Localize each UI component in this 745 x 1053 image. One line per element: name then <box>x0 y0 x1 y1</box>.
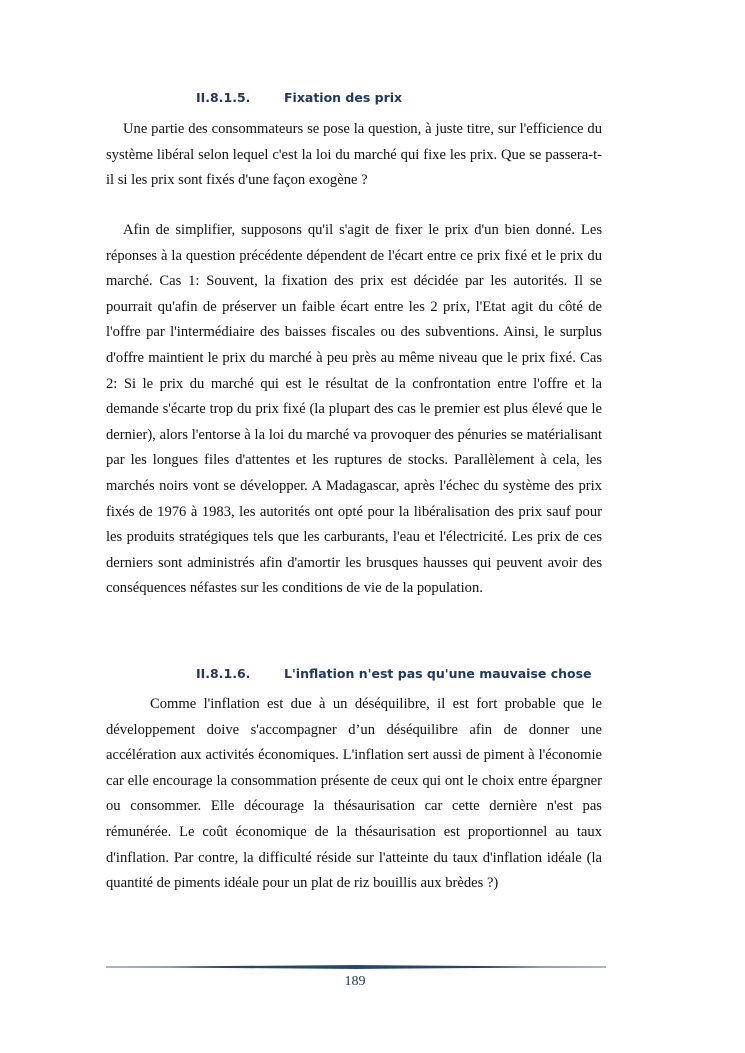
page-number: 189 <box>344 974 366 989</box>
section-title: L'inflation n'est pas qu'une mauvaise chose <box>284 666 592 681</box>
section-heading <box>196 90 402 105</box>
body-paragraph: Une partie des consommateurs se pose la question, à juste titre, sur l'efficience du système libéral selon lequel c'est la loi du marché qui fixe les prix. Que se passera-t-il si les prix sont fixés d'une façon exogène ? <box>106 121 602 189</box>
section-heading <box>196 666 592 681</box>
section-number: II.8.1.5. <box>196 90 251 105</box>
body-paragraph: Comme l'inflation est due à un déséquilibre, il est fort probable que le développement doive s'accompagner d’un déséquilibre afin de donner une accélération aux activités économiques. L'inflation sert aussi de piment à l'économie car elle encourage la consommation présente de ceux qui ont le choix entre épargner ou consommer. Elle décourage la thésaurisation car cette dernière n'est pas rémunérée. Le coût économique de la thésaurisation est proportionnel au taux d'inflation. Par contre, la difficulté réside sur l'atteinte du taux d'inflation idéale (la quantité de piments idéale pour un plat de riz bouillis aux brèdes ?) <box>106 696 602 892</box>
body-paragraph: Afin de simplifier, supposons qu'il s'agit de fixer le prix d'un bien donné. Les réponses à la question précédente dépendent de l'écart entre ce prix fixé et le prix du marché. Cas 1: Souvent, la fixation des prix est décidée par les autorités. Il se pourrait qu'afin de préserver un faible écart entre les 2 prix, l'Etat agit du côté de l'offre par l'intermédiaire des baisses fiscales ou des subventions. Ainsi, le surplus d'offre maintient le prix du marché à peu près au même niveau que le prix fixé. Cas 2: Si le prix du marché qui est le résultat de la confrontation entre l'offre et la demande s'écarte trop du prix fixé (la plupart des cas le premier est plus élevé que le dernier), alors l'entorse à la loi du marché va provoquer des pénuries se matérialisant par les longues files d'attentes et les ruptures de stocks. Parallèlement à cela, les marchés noirs vont se développer. A Madagascar, après l'échec du système des prix fixés de 1976 à 1983, les autorités ont opté pour la libéralisation des prix sauf pour les produits stratégiques tels que les carburants, l'eau et l'électricité. Les prix de ces derniers sont administrés afin d'amortir les brusques hausses qui peuvent avoir des conséquences néfastes sur les conditions de vie de la population. <box>106 222 602 597</box>
section-title: Fixation des prix <box>284 90 403 105</box>
footer-divider <box>106 965 606 969</box>
section-number: II.8.1.6. <box>196 666 251 681</box>
